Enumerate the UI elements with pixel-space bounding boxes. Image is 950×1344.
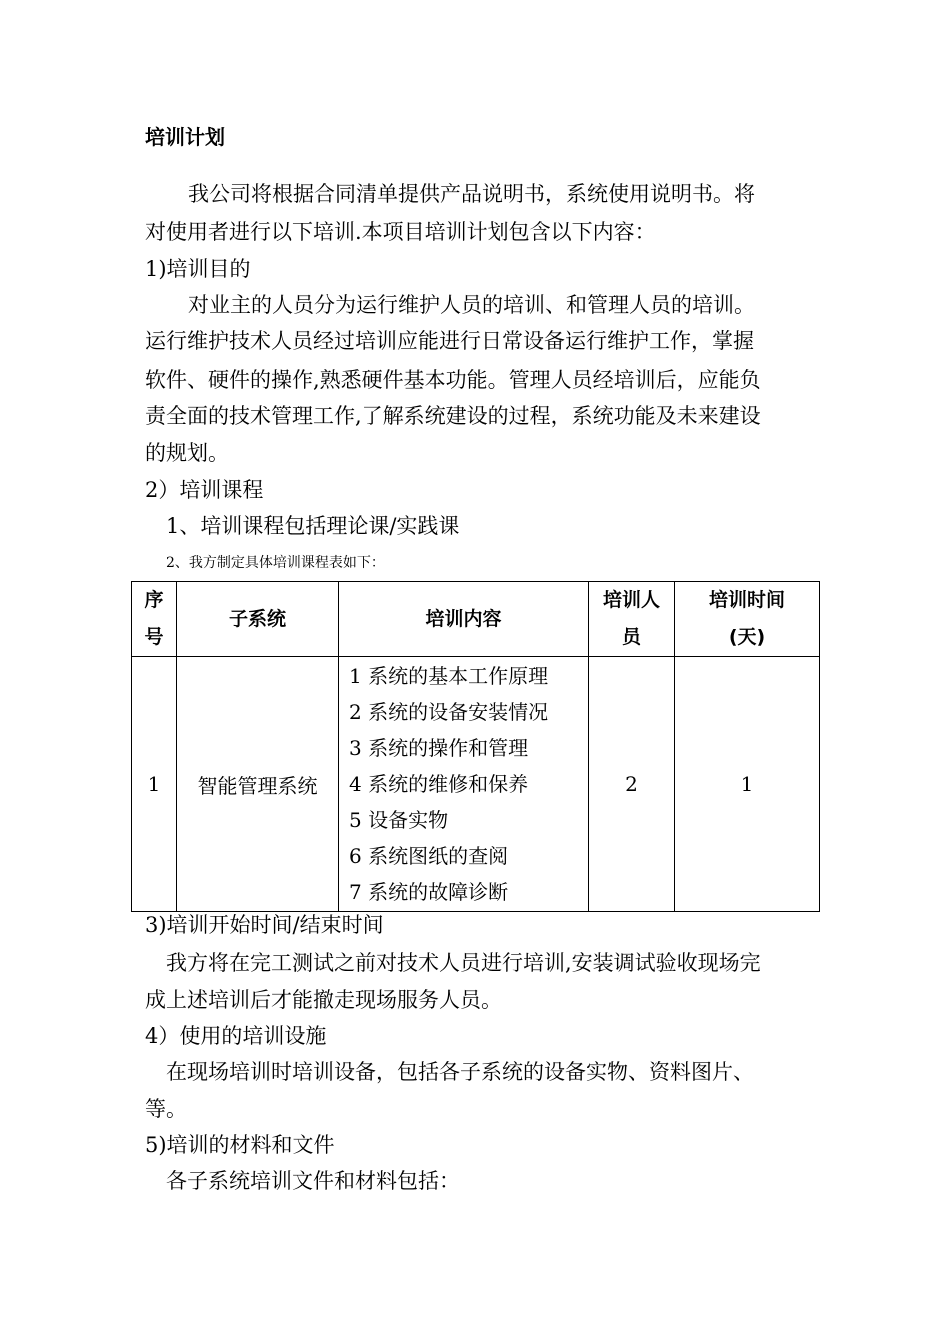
header-content: 培训内容 — [339, 582, 589, 657]
cell-subsystem: 智能管理系统 — [177, 657, 339, 912]
table-row — [132, 657, 820, 912]
content-item: 3 系统的操作和管理 — [349, 736, 529, 760]
content-item: 5 设备实物 — [349, 808, 449, 832]
intro-line-2: 对使用者进行以下培训.本项目培训计划包含以下内容： — [145, 220, 656, 244]
section4-heading: 4）使用的培训设施 — [145, 1024, 327, 1048]
section3-heading: 3)培训开始时间/结束时间 — [145, 913, 384, 937]
section1-line: 对业主的人员分为运行维护人员的培训、和管理人员的培训。 — [188, 293, 755, 317]
cell-content — [339, 657, 589, 912]
section4-line-1: 在现场培训时培训设备，包括各子系统的设备实物、资料图片、 — [166, 1060, 754, 1084]
table-header-row — [132, 582, 820, 657]
page-title: 培训计划 — [145, 125, 225, 149]
cell-time: 1 — [675, 657, 820, 912]
cell-people: 2 — [589, 657, 675, 912]
section1-heading: 1)培训目的 — [145, 257, 251, 281]
content-item: 7 系统的故障诊断 — [349, 880, 509, 904]
content-item: 6 系统图纸的查阅 — [349, 844, 509, 868]
section2-item-2: 2、我方制定具体培训课程表如下： — [166, 555, 385, 571]
section5-heading: 5)培训的材料和文件 — [145, 1133, 335, 1157]
section2-heading: 2）培训课程 — [145, 478, 264, 502]
training-schedule-table — [131, 581, 820, 912]
header-subsystem: 子系统 — [177, 582, 339, 657]
section2-item-1: 1、培训课程包括理论课/实践课 — [166, 514, 460, 538]
cell-seq: 1 — [132, 657, 177, 912]
section5-line-1: 各子系统培训文件和材料包括： — [166, 1169, 460, 1193]
header-time: 培训时间 (天) — [675, 582, 820, 657]
header-people: 培训人 员 — [589, 582, 675, 657]
content-item: 2 系统的设备安装情况 — [349, 700, 549, 724]
header-seq: 序 号 — [132, 582, 177, 657]
content-list — [339, 658, 588, 910]
section1-line: 的规划。 — [145, 441, 229, 465]
section3-line-2: 成上述培训后才能撤走现场服务人员。 — [145, 988, 502, 1012]
section3-line-1: 我方将在完工测试之前对技术人员进行培训,安装调试验收现场完 — [166, 951, 761, 975]
section1-line: 责全面的技术管理工作,了解系统建设的过程，系统功能及未来建设 — [145, 404, 761, 428]
content-item: 4 系统的维修和保养 — [349, 772, 529, 796]
section4-line-2: 等。 — [145, 1097, 187, 1121]
section1-line: 运行维护技术人员经过培训应能进行日常设备运行维护工作，掌握 — [145, 329, 754, 353]
intro-line-1: 我公司将根据合同清单提供产品说明书，系统使用说明书。将 — [188, 182, 755, 206]
section1-line: 软件、硬件的操作,熟悉硬件基本功能。管理人员经培训后，应能负 — [145, 368, 761, 392]
content-item: 1 系统的基本工作原理 — [349, 664, 549, 688]
